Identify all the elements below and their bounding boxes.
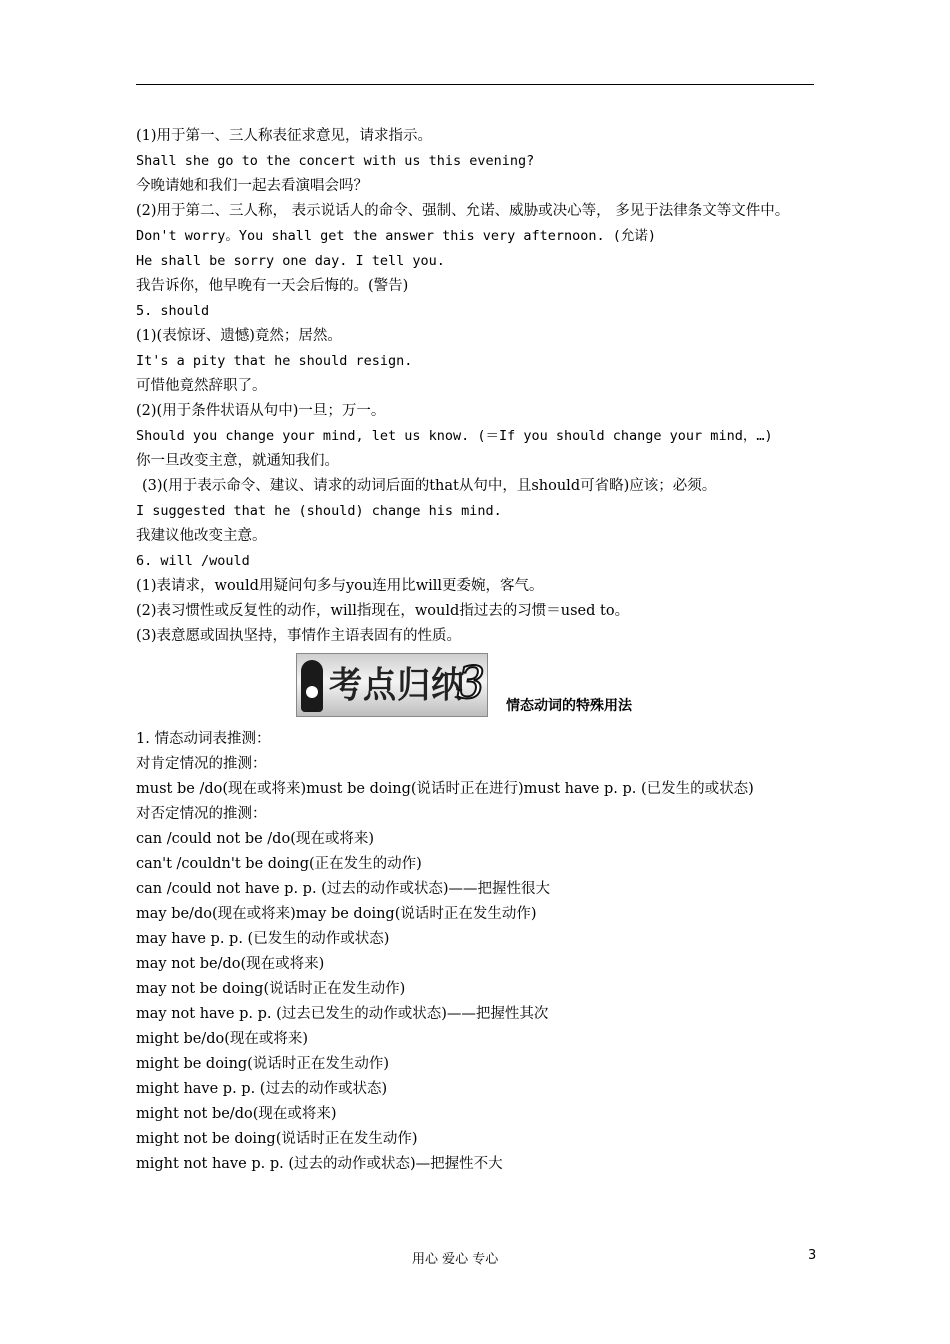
text-line: Don't worry。You shall get the answer this very afternoon. (允诺) bbox=[136, 228, 657, 244]
text-line: (2)表习惯性或反复性的动作，will指现在，would指过去的习惯＝used to。 bbox=[136, 603, 630, 619]
text-line: 我建议他改变主意。 bbox=[136, 528, 267, 544]
section-heading: 5. should bbox=[136, 303, 210, 319]
text-line: might be/do(现在或将来) bbox=[136, 1031, 309, 1047]
banner-subtitle: 情态动词的特殊用法 bbox=[506, 698, 632, 714]
text-line: can't /couldn't be doing(正在发生的动作) bbox=[136, 856, 422, 872]
text-line: 你一旦改变主意，就通知我们。 bbox=[136, 453, 339, 469]
text-line: might not be doing(说话时正在发生动作) bbox=[136, 1131, 418, 1147]
text-line: (3)(用于表示命令、建议、请求的动词后面的that从句中，且should可省略)应该；必须。 bbox=[142, 478, 717, 494]
text-line: Shall she go to the concert with us this evening? bbox=[136, 153, 535, 169]
text-line: He shall be sorry one day. I tell you. bbox=[136, 253, 445, 269]
text-line: (3)表意愿或固执坚持，事情作主语表固有的性质。 bbox=[136, 628, 462, 644]
text-line: 可惜他竟然辞职了。 bbox=[136, 378, 267, 394]
section-heading: 6. will /would bbox=[136, 553, 250, 569]
text-line: may not have p. p. (过去已发生的动作或状态)——把握性其次 bbox=[136, 1006, 549, 1022]
text-line: 今晚请她和我们一起去看演唱会吗？ bbox=[136, 178, 368, 194]
text-line: might be doing(说话时正在发生动作) bbox=[136, 1056, 389, 1072]
text-line: can /could not be /do(现在或将来) bbox=[136, 831, 375, 847]
text-line: may not be doing(说话时正在发生动作) bbox=[136, 981, 406, 997]
text-line: might have p. p. (过去的动作或状态) bbox=[136, 1081, 388, 1097]
banner-title: 考点归纳 bbox=[329, 665, 466, 706]
page-body bbox=[136, 124, 826, 1177]
page-number: 3 bbox=[808, 1248, 817, 1263]
section-banner bbox=[136, 649, 826, 727]
text-line: may have p. p. (已发生的动作或状态) bbox=[136, 931, 390, 947]
text-line: must be /do(现在或将来)must be doing(说话时正在进行)must have p. p. (已发生的或状态) bbox=[136, 781, 754, 797]
header-rule bbox=[136, 84, 814, 85]
banner-number: 3 bbox=[457, 658, 485, 709]
text-line: can /could not have p. p. (过去的动作或状态)——把握性很大 bbox=[136, 881, 550, 897]
text-line: (1)用于第一、三人称表征求意见，请求指示。 bbox=[136, 128, 433, 144]
text-line: (2)(用于条件状语从句中)一旦；万一。 bbox=[136, 403, 386, 419]
text-line: I suggested that he (should) change his mind. bbox=[136, 503, 502, 519]
text-line: may be/do(现在或将来)may be doing(说话时正在发生动作) bbox=[136, 906, 537, 922]
text-line: 对肯定情况的推测： bbox=[136, 756, 267, 772]
banner-graphic bbox=[296, 653, 488, 717]
text-line: 我告诉你，他早晚有一天会后悔的。(警告) bbox=[136, 278, 409, 294]
text-line: (2)用于第二、三人称， 表示说话人的命令、强制、允诺、威胁或决心等， 多见于法律条文等文件中。 bbox=[136, 203, 790, 219]
text-line: (1)(表惊讶、遗憾)竟然；居然。 bbox=[136, 328, 342, 344]
text-line: might not be/do(现在或将来) bbox=[136, 1106, 337, 1122]
banner-dot-icon bbox=[306, 686, 318, 698]
text-line: (1)表请求，would用疑问句多与you连用比will更委婉，客气。 bbox=[136, 578, 544, 594]
text-line: might not have p. p. (过去的动作或状态)—把握性不大 bbox=[136, 1156, 503, 1172]
text-line: may not be/do(现在或将来) bbox=[136, 956, 325, 972]
text-line: 对否定情况的推测： bbox=[136, 806, 267, 822]
footer-slogan: 用心 爱心 专心 bbox=[412, 1252, 499, 1267]
text-line: It's a pity that he should resign. bbox=[136, 353, 413, 369]
text-line: Should you change your mind, let us know. (＝If you should change your mind，…) bbox=[136, 428, 773, 444]
section-heading: 1. 情态动词表推测： bbox=[136, 731, 271, 747]
